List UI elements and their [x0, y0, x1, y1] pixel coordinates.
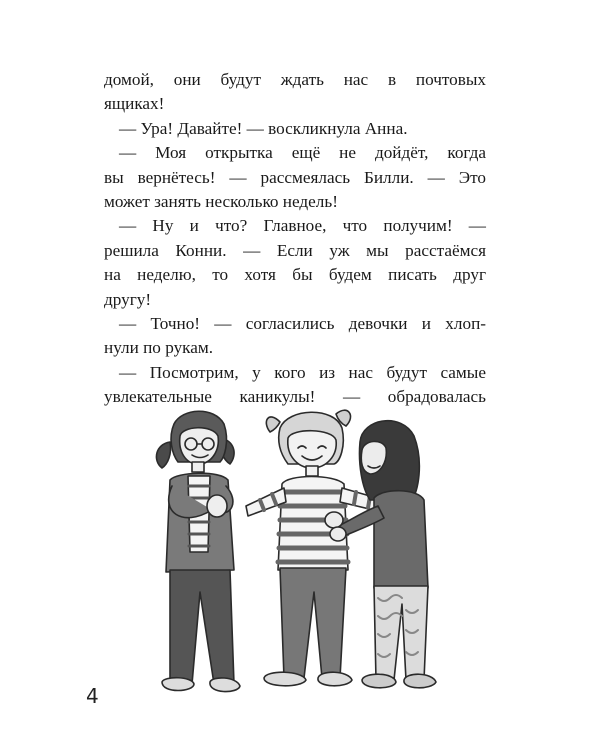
text-line: — Моя открытка ещё не дойдёт, когда: [119, 143, 486, 163]
text-line: увлекательные каникулы! — обрадовалась: [104, 387, 486, 407]
text-line: домой, они будут ждать нас в почтовых: [104, 70, 486, 89]
text-line: может занять несколько недель!: [104, 192, 338, 212]
text-line: решила Конни. — Если уж мы расстаёмся: [104, 240, 486, 260]
text-line: другу!: [104, 289, 152, 309]
text-line: на неделю, то хотя бы будем писать друг: [104, 265, 486, 285]
text-line: ящиках!: [104, 94, 165, 114]
page-number: 4: [86, 684, 99, 708]
left-girl: [156, 411, 240, 691]
text-line: нули по рукам.: [104, 338, 214, 358]
text-line: — Посмотрим, у кого из нас будут самые: [119, 362, 486, 382]
body-text: [104, 68, 486, 410]
text-line: — Точно! — согласились девочки и хлоп-: [119, 314, 486, 334]
text-line: вы вернётесь! — рассмеялась Билли. — Это: [104, 167, 486, 187]
three-girls-illustration-icon: [112, 402, 514, 714]
text-line: — Ура! Давайте! — воскликнула Анна.: [119, 118, 408, 138]
text-line: — Ну и что? Главное, что получим! —: [119, 216, 486, 236]
